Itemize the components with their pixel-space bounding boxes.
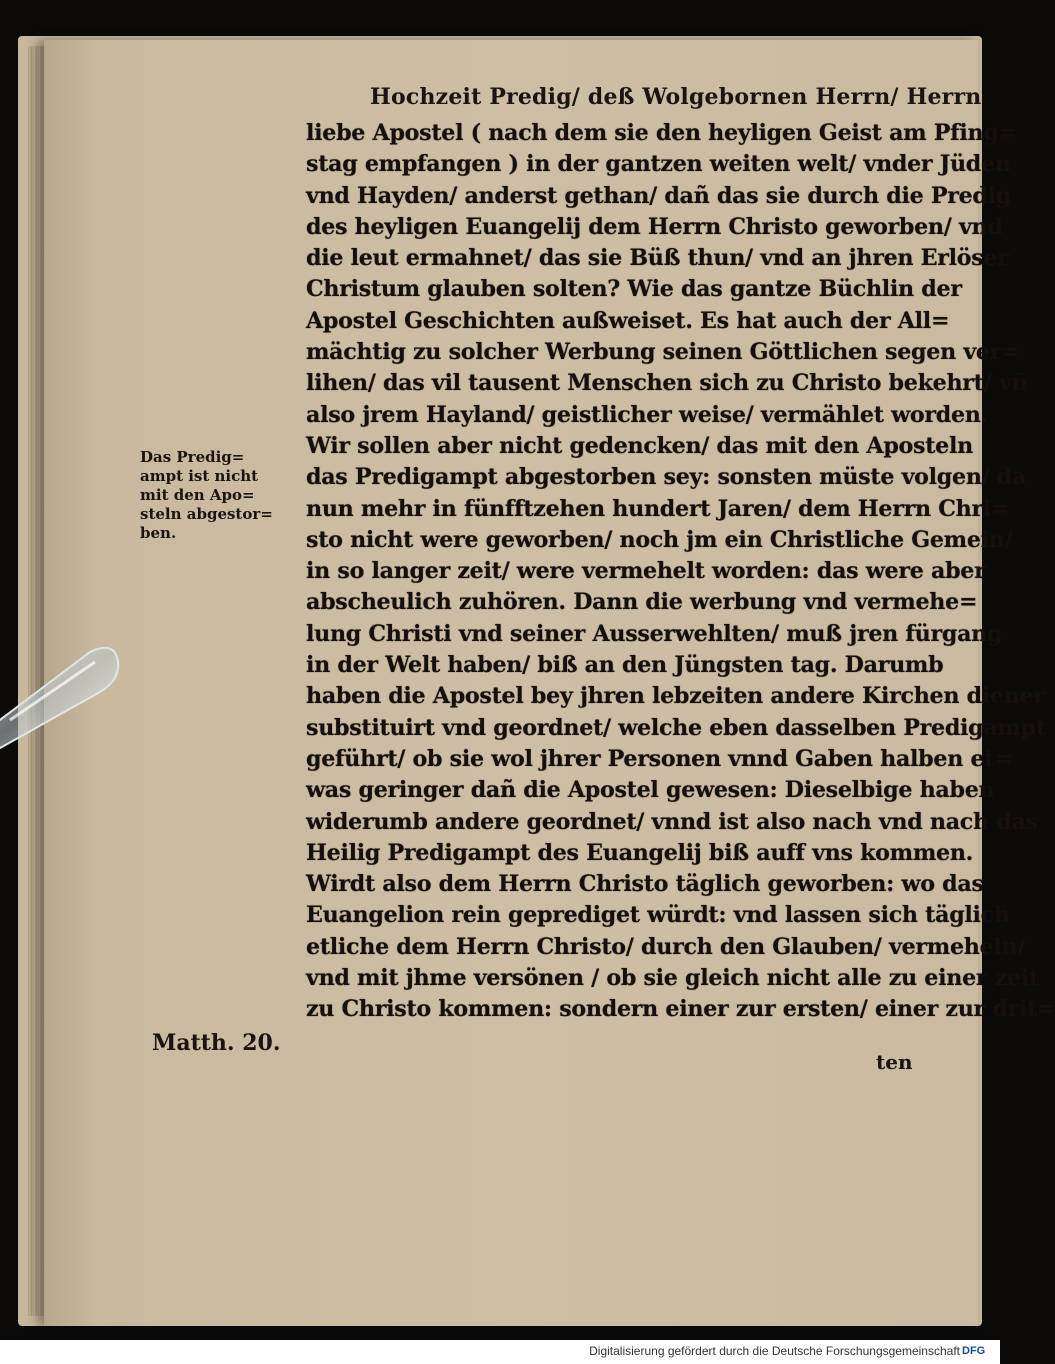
body-line: also jrem Hayland/ geistlicher weise/ vermählet worden. bbox=[306, 401, 989, 428]
margin-note-line: mit den Apo= bbox=[140, 486, 255, 504]
body-line: vnd Hayden/ anderst gethan/ dañ das sie durch die Predig bbox=[306, 182, 1011, 209]
running-header: Hochzeit Predig/ deß Wolgebornen Herrn/ Herrn bbox=[370, 84, 982, 110]
margin-note bbox=[140, 448, 300, 543]
body-line: geführt/ ob sie wol jhrer Personen vnnd Gaben halben et= bbox=[306, 745, 1013, 772]
body-line: in der Welt haben/ biß an den Jüngsten tag. Darumb bbox=[306, 652, 944, 679]
body-line: Apostel Geschichten außweiset. Es hat auch der All= bbox=[306, 307, 950, 334]
margin-note-line: Das Predig= bbox=[140, 448, 245, 466]
body-line: haben die Apostel bey jhren lebzeiten andere Kirchen diener bbox=[306, 683, 1045, 710]
margin-reference: Matth. 20. bbox=[152, 1030, 281, 1056]
margin-note-line: steln abgestor= bbox=[140, 505, 273, 523]
body-line: lung Christi vnd seiner Ausserwehlten/ muß jren fürgang bbox=[306, 620, 1003, 647]
body-line: liebe Apostel ( nach dem sie den heyligen Geist am Pfing= bbox=[306, 120, 1017, 146]
body-line: Wir sollen aber nicht gedencken/ das mit den Aposteln bbox=[306, 432, 973, 459]
body-line: Wirdt also dem Herrn Christo täglich geworben: wo das bbox=[306, 871, 984, 898]
body-text bbox=[306, 118, 1055, 1026]
margin-note-line: ben. bbox=[140, 524, 177, 542]
body-line: lihen/ das vil tausent Menschen sich zu Christo bekehrt/ vñ bbox=[306, 370, 1028, 397]
body-line: zu Christo kommen: sondern einer zur ersten/ einer zur drit= bbox=[306, 996, 1055, 1023]
catchword: ten bbox=[876, 1050, 913, 1074]
body-line: nun mehr in fünfftzehen hundert Jaren/ dem Herrn Chri= bbox=[306, 495, 1010, 522]
footer-credit: Digitalisierung gefördert durch die Deutsche Forschungsgemeinschaft bbox=[589, 1344, 960, 1358]
body-line: widerumb andere geordnet/ vnnd ist also nach vnd nach das bbox=[306, 808, 1038, 835]
body-line: stag empfangen ) in der gantzen weiten welt/ vnder Jüden bbox=[306, 151, 1011, 178]
body-line: in so langer zeit/ were vermehelt worden: das were aber bbox=[306, 558, 986, 585]
margin-note-line: ampt ist nicht bbox=[140, 467, 259, 485]
body-line: Euangelion rein geprediget würdt: vnd lassen sich täglich bbox=[306, 902, 1010, 929]
body-line: abscheulich zuhören. Dann die werbung vnd vermehe= bbox=[306, 589, 978, 616]
footer-bar bbox=[0, 1340, 1000, 1364]
body-line: die leut ermahnet/ das sie Büß thun/ vnd an jhren Erlöser bbox=[306, 245, 1009, 272]
body-line: sto nicht were geworben/ noch jm ein Christliche Gemein/ bbox=[306, 526, 1013, 553]
body-line: Christum glauben solten? Wie das gantze Büchlin der bbox=[306, 276, 962, 303]
body-line: das Predigampt abgestorben sey: sonsten müste volgen/ da bbox=[306, 464, 1027, 491]
glass-clip-icon bbox=[0, 640, 120, 750]
body-line: substituirt vnd geordnet/ welche eben dasselben Predigampt bbox=[306, 714, 1046, 741]
body-line: mächtig zu solcher Werbung seinen Göttlichen segen ver= bbox=[306, 339, 1020, 366]
body-line: vnd mit jhme versönen / ob sie gleich nicht alle zu einer zeit bbox=[306, 965, 1039, 992]
body-line: Heilig Predigampt des Euangelij biß auff vns kommen. bbox=[306, 839, 974, 866]
body-line: des heyligen Euangelij dem Herrn Christo geworben/ vnd bbox=[306, 213, 1003, 240]
body-line: etliche dem Herrn Christo/ durch den Glauben/ vermeheln/ bbox=[306, 933, 1026, 960]
dfg-logo: DFG bbox=[962, 1345, 986, 1357]
body-line: was geringer dañ die Apostel gewesen: Dieselbige haben bbox=[306, 777, 995, 804]
